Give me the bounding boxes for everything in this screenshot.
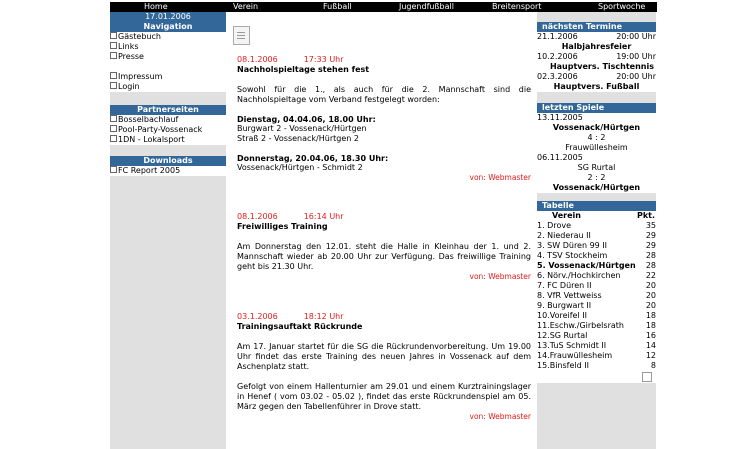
post-subheading: Donnerstag, 20.04.06, 18.30 Uhr: xyxy=(237,154,389,163)
table-row xyxy=(537,321,656,331)
sidebar-item-label: 1DN - Lokalsport xyxy=(118,135,185,144)
table-row xyxy=(537,261,656,271)
post-title: Nachholspieltage stehen fest xyxy=(237,65,370,74)
sidebar-item-links[interactable] xyxy=(110,42,226,52)
spiel-score: 2 : 2 xyxy=(587,173,606,182)
team-name: 11.Eschw./Girbelsrath xyxy=(537,321,624,330)
bullet-icon xyxy=(110,115,117,122)
top-navigation xyxy=(110,2,657,12)
team-points: 14 xyxy=(645,341,656,350)
post-date: 03.1.2006 xyxy=(237,312,278,321)
sidebar-item-fc-report[interactable] xyxy=(110,166,226,176)
post-body: Gefolgt von einem Hallenturnier am 29.01 und einem Kurztrainingslager in Henef ( vom 03.02 - 05.02 ), findet das erste Rückrundenspiel am 05. März gegen den Tabellenführer in Drove statt. xyxy=(237,382,531,411)
sidebar-item-label: Impressum xyxy=(118,72,163,81)
document-icon[interactable] xyxy=(233,26,250,45)
post-signature[interactable]: von: Webmaster xyxy=(469,412,531,421)
nav-verein[interactable]: Verein xyxy=(233,2,259,11)
post-meta xyxy=(237,212,531,222)
team-name: 12.SG Rurtal xyxy=(537,331,588,340)
team-name: 4. TSV Stockheim xyxy=(537,251,608,260)
team-name: 2. Niederau II xyxy=(537,231,591,240)
table-header xyxy=(537,211,656,221)
spiel-date-text: 13.11.2005 xyxy=(537,113,583,122)
nav-home[interactable]: Home xyxy=(144,2,168,11)
bullet-icon xyxy=(110,52,117,59)
downloads-title: Downloads xyxy=(110,156,226,166)
post-signature[interactable]: von: Webmaster xyxy=(469,272,531,281)
post-meta xyxy=(237,312,531,322)
spacer xyxy=(110,62,226,72)
termin-time: 19:00 Uhr xyxy=(616,52,656,61)
table-row xyxy=(537,351,656,361)
post-body: Am Donnerstag den 12.01. steht die Halle in Kleinhau der 1. und 2. Mannschaft wieder ab 20.00 Uhr zur Verfügung. Das freiwillige Training geht bis 21.30 Uhr. xyxy=(237,242,531,271)
team-name: 1. Drove xyxy=(537,221,571,230)
sidebar-item-label: Presse xyxy=(118,52,144,61)
left-sidebar xyxy=(110,12,226,449)
team-name: 8. VfR Vettweiss xyxy=(537,291,602,300)
spiel-date-text: 06.11.2005 xyxy=(537,153,583,162)
team-points: 28 xyxy=(645,251,656,260)
spiel-date xyxy=(537,153,656,163)
table-row xyxy=(537,361,656,371)
table-row xyxy=(537,291,656,301)
column-header-team: Verein xyxy=(552,211,581,220)
spiele-title: letzten Spiele xyxy=(537,103,656,113)
sidebar-item-presse[interactable] xyxy=(110,52,226,62)
team-points: 28 xyxy=(645,261,656,270)
table-row xyxy=(537,301,656,311)
spiel-away: Frauwüllesheim xyxy=(565,143,628,152)
team-points: 8 xyxy=(650,361,656,370)
spiel-date xyxy=(537,113,656,123)
termine-list xyxy=(537,32,656,92)
team-points: 35 xyxy=(645,221,656,230)
post-time: 17:33 Uhr xyxy=(303,55,344,64)
spiele-list xyxy=(537,113,656,193)
bullet-icon xyxy=(110,72,117,79)
table-row xyxy=(537,251,656,261)
sidebar-item-bosselbachlauf[interactable] xyxy=(110,115,226,125)
downloads-block xyxy=(110,156,226,176)
termin-row xyxy=(537,52,656,62)
team-name: 5. Vossenack/Hürtgen xyxy=(537,261,636,270)
table-row xyxy=(537,271,656,281)
team-points: 12 xyxy=(645,351,656,360)
team-name: 6. Nörv./Hochkirchen xyxy=(537,271,621,280)
tabelle-table xyxy=(537,211,656,383)
termin-date: 02.3.2006 xyxy=(537,72,578,81)
sidebar-item-pool-party[interactable] xyxy=(110,125,226,135)
termin-time: 20:00 Uhr xyxy=(616,32,656,41)
main-content xyxy=(226,12,536,449)
bullet-icon xyxy=(110,82,117,89)
team-name: 13.TuS Schmidt II xyxy=(537,341,607,350)
navigation-items xyxy=(110,32,226,92)
downloads-items xyxy=(110,166,226,176)
team-points: 20 xyxy=(645,291,656,300)
team-points: 29 xyxy=(645,231,656,240)
sidebar-item-label: FC Report 2005 xyxy=(118,166,181,175)
bullet-icon xyxy=(110,42,117,49)
news-post xyxy=(237,212,531,282)
table-body xyxy=(537,221,656,371)
sidebar-item-label: Pool-Party-Vossenack xyxy=(118,125,203,134)
post-body: Am 17. Januar startet für die SG die Rückrundenvorbereitung. Um 19.00 Uhr findet das erste Training des neuen Jahres in Vossenack auf dem Aschenplatz statt. xyxy=(237,342,531,371)
bullet-icon xyxy=(110,32,117,39)
post-date: 08.1.2006 xyxy=(237,212,278,221)
sidebar-item-login[interactable] xyxy=(110,82,226,92)
termin-date: 21.1.2006 xyxy=(537,32,578,41)
right-sidebar xyxy=(537,12,656,449)
bullet-icon xyxy=(110,135,117,142)
table-row xyxy=(537,331,656,341)
team-points: 29 xyxy=(645,241,656,250)
team-name: 3. SW Düren 99 II xyxy=(537,241,608,250)
termin-time: 20:00 Uhr xyxy=(616,72,656,81)
team-points: 16 xyxy=(645,331,656,340)
post-subheading: Dienstag, 04.04.06, 18.00 Uhr: xyxy=(237,115,376,124)
nav-jugendfussball[interactable]: Jugendfußball xyxy=(399,2,454,11)
news-post xyxy=(237,312,531,422)
termin-event[interactable]: Hauptvers. Fußball xyxy=(553,82,640,91)
post-signature[interactable]: von: Webmaster xyxy=(469,173,531,182)
column-header-points: Pkt. xyxy=(636,211,655,220)
navigation-block xyxy=(110,22,226,92)
partners-items xyxy=(110,115,226,145)
sidebar-item-label: Links xyxy=(118,42,139,51)
termin-row xyxy=(537,72,656,82)
table-row xyxy=(537,241,656,251)
scroll-down-icon[interactable] xyxy=(642,372,652,382)
table-row xyxy=(537,311,656,321)
team-name: 14.Frauwüllesheim xyxy=(537,351,613,360)
post-title: Freiwilliges Training xyxy=(237,222,328,231)
team-name: 9. Burgwart II xyxy=(537,301,592,310)
team-name: 10.Voreifel II xyxy=(537,311,587,320)
news-post xyxy=(237,55,531,183)
sidebar-item-lokalsport[interactable] xyxy=(110,135,226,145)
post-meta xyxy=(237,55,531,65)
sidebar-item-gaestebuch[interactable] xyxy=(110,32,226,42)
bullet-icon xyxy=(110,166,117,173)
post-line: Straß 2 - Vossenack/Hürtgen 2 xyxy=(237,134,359,143)
current-date: 17.01.2006 xyxy=(110,12,226,22)
tabelle-block xyxy=(537,201,656,383)
post-body: Sowohl für die 1., als auch für die 2. Mannschaft sind die Nachholspieltage vom Verband festgelegt worden: xyxy=(237,85,531,104)
team-name: 15.Binsfeld II xyxy=(537,361,589,370)
sidebar-item-label: Gästebuch xyxy=(118,32,161,41)
post-time: 16:14 Uhr xyxy=(303,212,344,221)
team-points: 18 xyxy=(645,311,656,320)
sidebar-item-impressum[interactable] xyxy=(110,72,226,82)
team-points: 22 xyxy=(645,271,656,280)
spiele-block xyxy=(537,103,656,193)
termin-date: 10.2.2006 xyxy=(537,52,578,61)
termin-event[interactable]: Halbjahresfeier xyxy=(561,42,632,51)
spiel-home: SG Rurtal xyxy=(577,163,616,172)
termine-block xyxy=(537,22,656,92)
spiel-home: Vossenack/Hürtgen xyxy=(552,123,641,132)
sidebar-item-label: Bosselbachlauf xyxy=(118,115,179,124)
spiel-away: Vossenack/Hürtgen xyxy=(552,183,641,192)
tabelle-title: Tabelle xyxy=(537,201,656,211)
sidebar-item-label: Login xyxy=(118,82,140,91)
nav-fussball[interactable]: Fußball xyxy=(323,2,352,11)
termine-title: nächsten Termine xyxy=(537,22,656,32)
termin-event[interactable]: Hauptvers. Tischtennis xyxy=(549,62,654,71)
table-row xyxy=(537,281,656,291)
table-row xyxy=(537,231,656,241)
bullet-icon xyxy=(110,125,117,132)
termin-row xyxy=(537,32,656,42)
team-points: 18 xyxy=(645,321,656,330)
post-title: Trainingsauftakt Rückrunde xyxy=(237,322,363,331)
table-row xyxy=(537,221,656,231)
post-date: 08.1.2006 xyxy=(237,55,278,64)
team-points: 20 xyxy=(645,281,656,290)
nav-breitensport[interactable]: Breitensport xyxy=(492,2,542,11)
table-row xyxy=(537,341,656,351)
spiel-score: 4 : 2 xyxy=(587,133,606,142)
post-line: Burgwart 2 - Vossenack/Hürtgen xyxy=(237,124,367,133)
partners-block xyxy=(110,105,226,145)
post-time: 18:12 Uhr xyxy=(303,312,344,321)
partners-title: Partnerseiten xyxy=(110,105,226,115)
post-line: Vossenack/Hürtgen - Schmidt 2 xyxy=(237,163,363,172)
nav-sportwoche[interactable]: Sportwoche xyxy=(598,2,646,11)
team-points: 20 xyxy=(645,301,656,310)
team-name: 7. FC Düren II xyxy=(537,281,592,290)
navigation-title: Navigation xyxy=(110,22,226,32)
